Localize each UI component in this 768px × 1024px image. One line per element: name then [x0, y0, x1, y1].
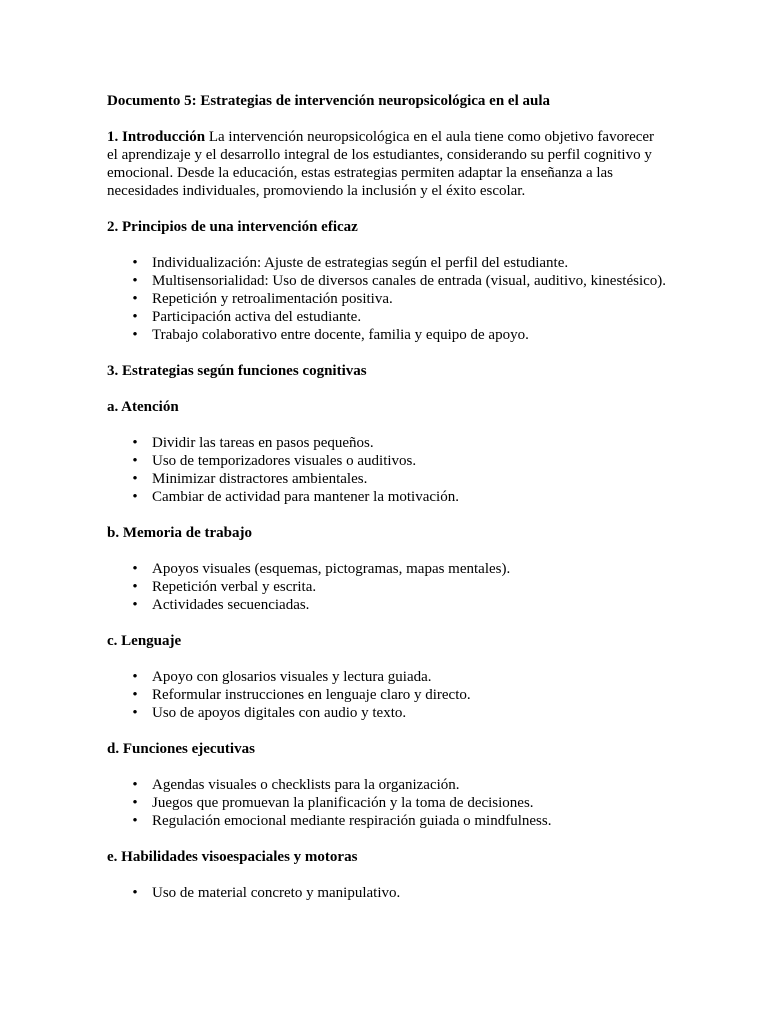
- bullet-icon: •: [132, 705, 138, 721]
- section-heading-memoria: b. Memoria de trabajo: [107, 525, 252, 541]
- intro-text: La intervención neuropsicológica en el aula tiene como objetivo favorecer el aprendizaje y el desarrollo integral de los estudiantes, considerando su perfil cognitivo y emocional. Desde la educación, estas estrategias permiten adaptar la enseñanza a las necesidades individuales, promoviendo la inclusión y el éxito escolar.: [107, 129, 655, 199]
- list-item: • Participación activa del estudiante.: [152, 308, 667, 326]
- list-item: • Minimizar distractores ambientales.: [152, 470, 667, 488]
- bullet-icon: •: [132, 327, 138, 343]
- section-heading-visoespaciales: e. Habilidades visoespaciales y motoras: [107, 849, 358, 865]
- bullet-icon: •: [132, 813, 138, 829]
- list-item: • Apoyo con glosarios visuales y lectura guiada.: [152, 668, 667, 686]
- list-item: • Individualización: Ajuste de estrategias según el perfil del estudiante.: [152, 254, 667, 272]
- intro-heading: 1. Introducción: [107, 129, 206, 145]
- atencion-list: [107, 434, 667, 506]
- bullet-icon: •: [132, 453, 138, 469]
- list-item: • Dividir las tareas en pasos pequeños.: [152, 434, 667, 452]
- bullet-icon: •: [132, 255, 138, 271]
- list-item: • Repetición y retroalimentación positiva.: [152, 290, 667, 308]
- list-item: • Repetición verbal y escrita.: [152, 578, 667, 596]
- bullet-icon: •: [132, 687, 138, 703]
- bullet-icon: •: [132, 489, 138, 505]
- lenguaje-list: [107, 668, 667, 722]
- bullet-icon: •: [132, 291, 138, 307]
- list-item: • Uso de apoyos digitales con audio y texto.: [152, 704, 667, 722]
- bullet-icon: •: [132, 777, 138, 793]
- intro-paragraph: [107, 128, 667, 200]
- list-item: • Apoyos visuales (esquemas, pictogramas, mapas mentales).: [152, 560, 667, 578]
- list-item: • Uso de material concreto y manipulativo.: [152, 884, 667, 902]
- bullet-icon: •: [132, 579, 138, 595]
- bullet-icon: •: [132, 561, 138, 577]
- list-item: • Trabajo colaborativo entre docente, familia y equipo de apoyo.: [152, 326, 667, 344]
- visoespaciales-list: [107, 884, 667, 902]
- funciones-ejecutivas-list: [107, 776, 667, 830]
- bullet-icon: •: [132, 273, 138, 289]
- section-heading-lenguaje: c. Lenguaje: [107, 633, 182, 649]
- list-item: • Juegos que promuevan la planificación y la toma de decisiones.: [152, 794, 667, 812]
- bullet-icon: •: [132, 309, 138, 325]
- memoria-list: [107, 560, 667, 614]
- bullet-icon: •: [132, 435, 138, 451]
- bullet-icon: •: [132, 597, 138, 613]
- list-item: • Cambiar de actividad para mantener la motivación.: [152, 488, 667, 506]
- list-item: • Uso de temporizadores visuales o auditivos.: [152, 452, 667, 470]
- principles-heading: 2. Principios de una intervención eficaz: [107, 219, 358, 235]
- section-heading-atencion: a. Atención: [107, 399, 179, 415]
- list-item: • Reformular instrucciones en lenguaje claro y directo.: [152, 686, 667, 704]
- document-page: [107, 92, 667, 920]
- strategies-heading: 3. Estrategias según funciones cognitivas: [107, 363, 367, 379]
- bullet-icon: •: [132, 669, 138, 685]
- bullet-icon: •: [132, 795, 138, 811]
- list-item: • Agendas visuales o checklists para la organización.: [152, 776, 667, 794]
- list-item: • Multisensorialidad: Uso de diversos canales de entrada (visual, auditivo, kinestésico).: [152, 272, 667, 290]
- bullet-icon: •: [132, 471, 138, 487]
- document-title: Documento 5: Estrategias de intervención neuropsicológica en el aula: [107, 93, 551, 109]
- principles-list: [107, 254, 667, 344]
- list-item: • Actividades secuenciadas.: [152, 596, 667, 614]
- list-item: • Regulación emocional mediante respiración guiada o mindfulness.: [152, 812, 667, 830]
- section-heading-funciones-ejecutivas: d. Funciones ejecutivas: [107, 741, 255, 757]
- bullet-icon: •: [132, 885, 138, 901]
